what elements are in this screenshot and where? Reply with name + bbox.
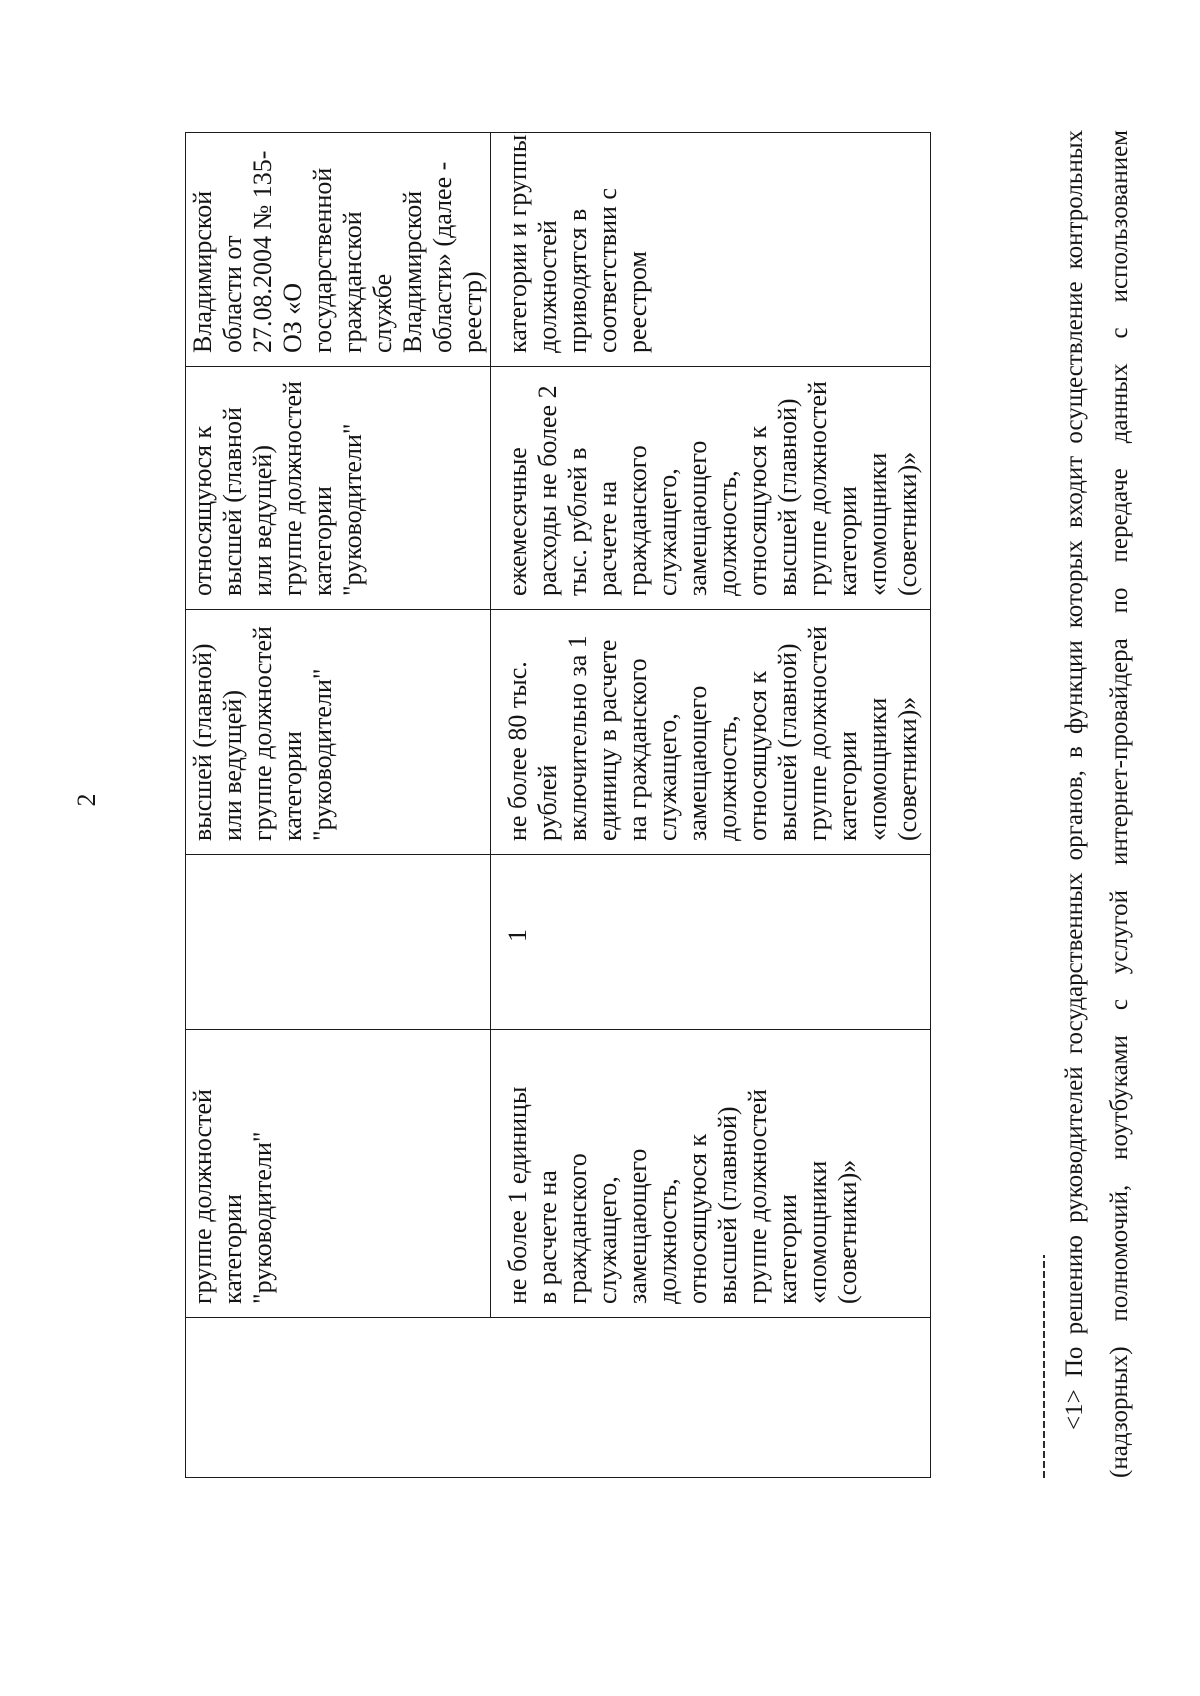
table-cell-r2-c5: ежемесячные расходы не более 2 тыс. рублей в расчете на гражданского служащего, замещающего должность, относящуюся к высшей (главной) группе должностей категории «помощники (советники)»: [491, 367, 931, 610]
table-cell-r1-c6: Владимирской области от 27.08.2004 № 135- ОЗ «О государственной гражданской службе Владимирской области» (далее - реестр): [186, 133, 491, 367]
table-row: [186, 133, 491, 1478]
footnote: [1052, 130, 1142, 1478]
table-cell-r1-c2: группе должностей категории "руководители": [186, 1030, 491, 1318]
table-cell-r2-c6: категории и группы должностей приводятся в соответствии с реестром: [491, 133, 931, 367]
table-cell-r1-c1: [186, 1318, 931, 1478]
footnote-separator: [1043, 1255, 1045, 1478]
table-cell-r1-c5: относящуюся к высшей (главной или ведущей) группе должностей категории "руководители": [186, 367, 491, 610]
table-cell-r1-c3: [186, 855, 491, 1030]
norms-table: [185, 132, 931, 1478]
table-cell-r1-c4: высшей (главной) или ведущей) группе должностей категории "руководители": [186, 610, 491, 855]
footnote-line-1: <1> По решению руководителей государственных органов, в функции которых входит осуществление контрольных: [1061, 130, 1088, 1430]
table-cell-r2-c4: не более 80 тыс. рублей включительно за 1 единицу в расчете на гражданского служащего, замещающего должность, относящуюся к высшей (главной) группе должностей категории «помощники (советники)»: [491, 610, 931, 855]
page-number: 2: [72, 793, 101, 807]
table-row: [491, 133, 931, 1478]
table-cell-r2-c2: не более 1 единицы в расчете на гражданского служащего, замещающего должность, относящуюся к высшей (главной) группе должностей категории «помощники (советники)»: [491, 1030, 931, 1318]
footnote-line-2: (надзорных) полномочий, ноутбуками с услугой интернет-провайдера по передаче данных с использованием: [1106, 130, 1133, 1478]
table-cell-r2-c3: 1: [491, 855, 931, 1030]
